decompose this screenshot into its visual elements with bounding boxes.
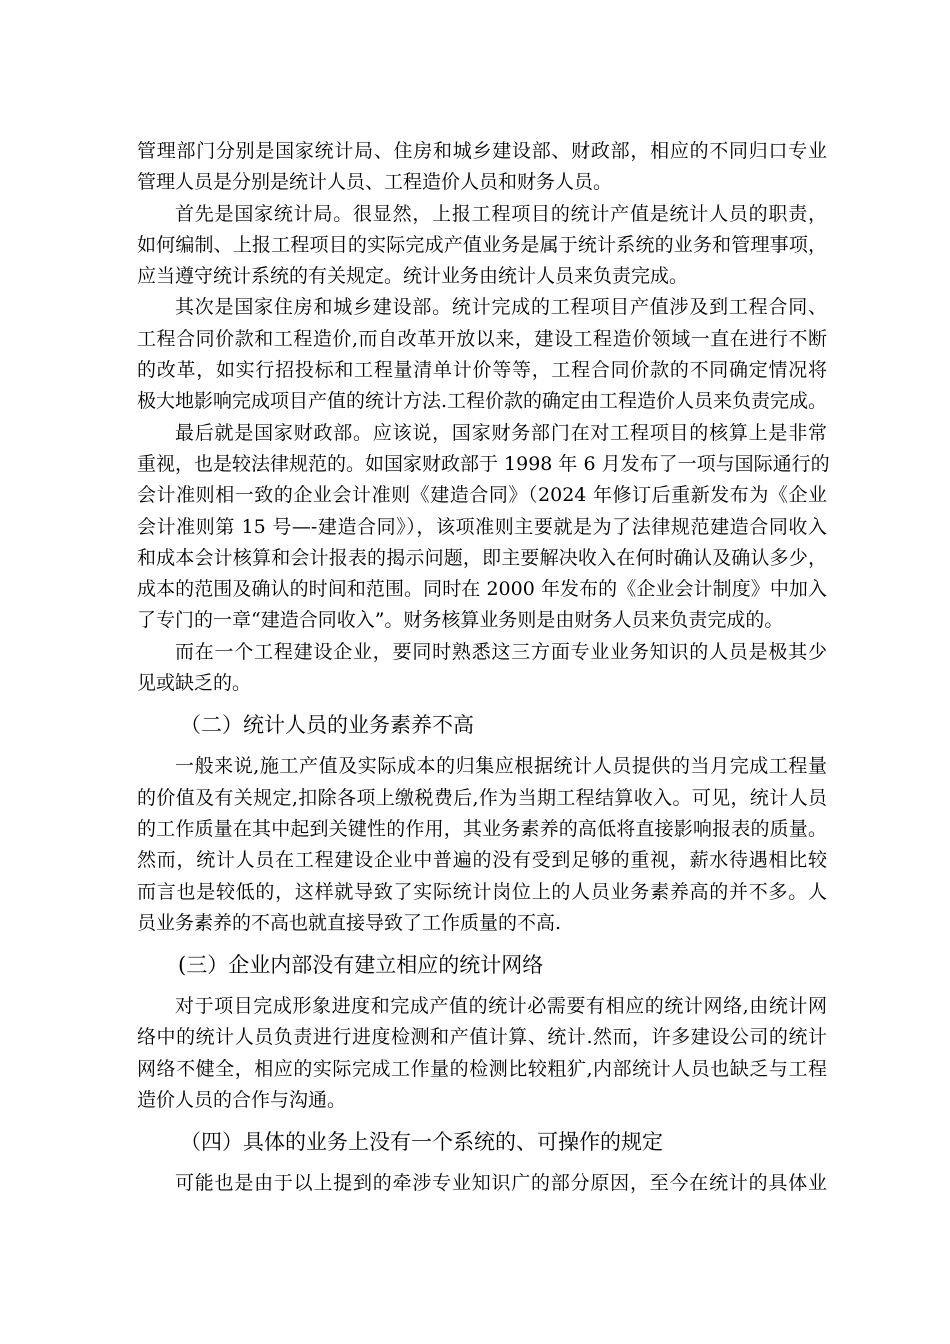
text-line: 和成本会计核算和会计报表的揭示问题，即主要解决收入在何时确认及确认多少， <box>137 546 827 569</box>
text-line: 重视，也是较法律规范的。如国家财政部于 1998 年 6 月发布了一项与国际通行的 <box>137 452 830 475</box>
text-line: 对于项目完成形象进度和完成产值的统计必需要有相应的统计网络,由统计网 <box>175 995 827 1018</box>
text-line: 的工作质量在其中起到关键性的作用，其业务素养的高低将直接影响报表的质量。 <box>137 817 827 840</box>
text-line: 会计准则第 15 号—-建造合同》），该项准则主要就是为了法律规范建造合同收入 <box>137 515 827 538</box>
paragraph-finance-ministry <box>137 418 830 637</box>
text-line: 应当遵守统计系统的有关规定。统计业务由统计人员来负责完成。 <box>137 265 689 288</box>
text-line: 会计准则相一致的企业会计准则《建造合同》（2024 年修订后重新发布为《企业 <box>137 484 827 507</box>
text-line: 然而，统计人员在工程建设企业中普遍的没有受到足够的重视，薪水待遇相比较 <box>137 849 827 872</box>
text-line: 可能也是由于以上提到的牵涉专业知识广的部分原因，至今在统计的具体业 <box>175 1172 827 1195</box>
text-line: 的改革，如实行招投标和工程量清单计价等等，工程合同价款的不同确定情况将 <box>137 359 827 382</box>
section-operational-rules <box>137 1120 827 1199</box>
paragraph-intro <box>137 136 827 199</box>
text-line: 管理人员是分别是统计人员、工程造价人员和财务人员。 <box>137 171 613 194</box>
text-line: 最后就是国家财政部。应该说，国家财务部门在对工程项目的核算上是非常 <box>175 421 827 444</box>
text-line: 网络不健全，相应的实际完成工作量的检测比较粗犷,内部统计人员也缺乏与工程 <box>137 1057 827 1080</box>
text-line: 造价人员的合作与沟通。 <box>137 1089 347 1112</box>
text-line: 如何编制、上报工程项目的实际完成产值业务是属于统计系统的业务和管理事项， <box>137 233 827 256</box>
paragraph-statistics-bureau <box>137 199 827 293</box>
text-line: 了专门的一章“建造合同收入”。财务核算业务则是由财务人员来负责完成的。 <box>137 609 784 632</box>
section-statistician-quality <box>137 703 827 939</box>
text-line: 一般来说,施工产值及实际成本的归集应根据统计人员提供的当月完成工程量 <box>175 755 827 778</box>
text-line: 管理部门分别是国家统计局、住房和城乡建设部、财政部，相应的不同归口专业 <box>137 140 827 162</box>
text-line: 而言也是较低的，这样就导致了实际统计岗位上的人员业务素养高的并不多。人 <box>137 880 827 903</box>
text-line: 络中的统计人员负责进行进度检测和产值计算、统计.然而，许多建设公司的统计 <box>137 1026 827 1049</box>
section-statistics-network <box>137 943 827 1116</box>
section-heading: （四）具体的业务上没有一个系统的、可操作的规定 <box>180 1130 663 1155</box>
text-line: 而在一个工程建设企业，要同时熟悉这三方面专业业务知识的人员是极其少 <box>175 640 827 663</box>
section-heading: (三）企业内部没有建立相应的统计网络 <box>178 953 544 978</box>
paragraph-conclusion <box>137 637 827 700</box>
text-line: 员业务素养的不高也就直接导致了工作质量的不高. <box>137 911 562 934</box>
text-line: 其次是国家住房和城乡建设部。统计完成的工程项目产值涉及到工程合同、 <box>175 296 827 319</box>
section-heading: （二）统计人员的业务素养不高 <box>180 713 474 738</box>
text-line: 见或缺乏的。 <box>137 672 252 695</box>
paragraph-housing-ministry <box>137 292 827 417</box>
text-line: 的价值及有关规定,扣除各项上缴税费后,作为当期工程结算收入。可见，统计人员 <box>137 786 827 809</box>
text-line: 首先是国家统计局。很显然，上报工程项目的统计产值是统计人员的职责， <box>175 202 827 225</box>
document-body <box>137 136 830 1200</box>
text-line: 极大地影响完成项目产值的统计方法.工程价款的确定由工程造价人员来负责完成。 <box>137 390 828 413</box>
text-line: 成本的范围及确认的时间和范围。同时在 2000 年发布的《企业会计制度》中加入 <box>137 578 827 601</box>
text-line: 工程合同价款和工程造价,而自改革开放以来，建设工程造价领域一直在进行不断 <box>137 327 827 350</box>
